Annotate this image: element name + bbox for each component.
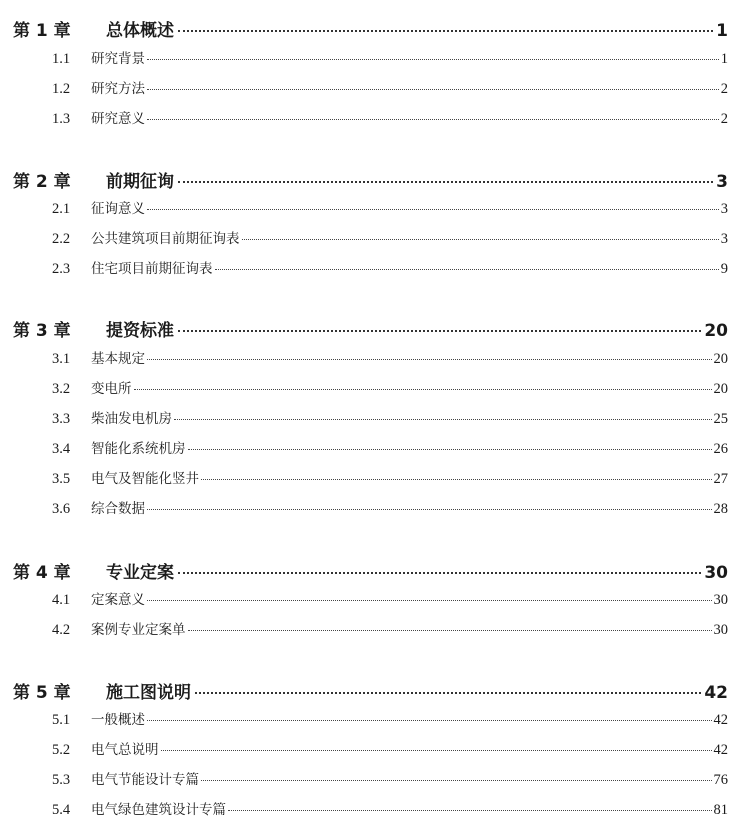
section-page-number: 2: [720, 111, 728, 127]
section-number: 3.1: [52, 351, 71, 367]
section-entry[interactable]: [0, 588, 750, 608]
section-title: 征询意义: [91, 201, 145, 217]
dot-leader: [147, 720, 712, 721]
dot-leader: [242, 239, 719, 240]
dot-leader: [174, 419, 712, 420]
dot-leader: [215, 269, 719, 270]
section-number: 4.2: [52, 622, 71, 638]
section-number: 5.2: [52, 742, 71, 758]
dot-leader: [195, 692, 701, 694]
section-number: 3.5: [52, 471, 71, 487]
section-page-number: 30: [713, 622, 728, 638]
section-title: 电气绿色建筑设计专篇: [91, 802, 226, 818]
dot-leader: [161, 750, 712, 751]
dot-leader: [201, 780, 712, 781]
chapter-number: 第 5 章: [13, 683, 71, 703]
section-entry[interactable]: [0, 407, 750, 427]
section-entry[interactable]: [0, 197, 750, 217]
section-title: 定案意义: [91, 592, 145, 608]
dot-leader: [147, 59, 719, 60]
dot-leader: [147, 600, 712, 601]
section-entry[interactable]: [0, 377, 750, 397]
section-title: 住宅项目前期征询表: [91, 261, 213, 277]
dot-leader: [147, 89, 719, 90]
section-entry[interactable]: [0, 768, 750, 788]
section-title: 一般概述: [91, 712, 145, 728]
chapter-title: 专业定案: [106, 563, 174, 583]
section-page-number: 30: [713, 592, 728, 608]
dot-leader: [178, 330, 701, 332]
section-entry[interactable]: [0, 257, 750, 277]
section-entry[interactable]: [0, 47, 750, 67]
section-entry[interactable]: [0, 497, 750, 517]
section-title: 研究意义: [91, 111, 145, 127]
dot-leader: [201, 479, 712, 480]
section-page-number: 3: [720, 201, 728, 217]
chapter-title: 施工图说明: [106, 683, 191, 703]
section-number: 2.3: [52, 261, 71, 277]
section-page-number: 81: [713, 802, 728, 818]
section-entry[interactable]: [0, 437, 750, 457]
section-entry[interactable]: [0, 798, 750, 818]
section-page-number: 76: [713, 772, 728, 788]
section-page-number: 20: [713, 351, 728, 367]
chapter-title: 总体概述: [106, 21, 174, 41]
chapter-title: 提资标准: [106, 321, 174, 341]
dot-leader: [228, 810, 712, 811]
section-number: 1.3: [52, 111, 71, 127]
section-page-number: 27: [713, 471, 728, 487]
chapter-number: 第 1 章: [13, 21, 71, 41]
section-entry[interactable]: [0, 618, 750, 638]
dot-leader: [147, 209, 719, 210]
section-number: 2.2: [52, 231, 71, 247]
section-title: 变电所: [91, 381, 132, 397]
section-number: 1.1: [52, 51, 71, 67]
chapter-entry[interactable]: [0, 316, 750, 340]
section-number: 5.1: [52, 712, 71, 728]
section-page-number: 42: [713, 712, 728, 728]
section-entry[interactable]: [0, 347, 750, 367]
chapter-number: 第 4 章: [13, 563, 71, 583]
chapter-page-number: 20: [704, 321, 728, 341]
section-entry[interactable]: [0, 708, 750, 728]
section-number: 3.6: [52, 501, 71, 517]
section-number: 2.1: [52, 201, 71, 217]
chapter-page-number: 3: [716, 172, 728, 192]
section-title: 电气总说明: [91, 742, 159, 758]
section-number: 3.4: [52, 441, 71, 457]
chapter-page-number: 42: [704, 683, 728, 703]
section-page-number: 28: [713, 501, 728, 517]
chapter-number: 第 2 章: [13, 172, 71, 192]
section-title: 研究背景: [91, 51, 145, 67]
section-entry[interactable]: [0, 467, 750, 487]
section-title: 电气节能设计专篇: [91, 772, 199, 788]
section-title: 研究方法: [91, 81, 145, 97]
section-title: 公共建筑项目前期征询表: [91, 231, 240, 247]
chapter-number: 第 3 章: [13, 321, 71, 341]
section-title: 智能化系统机房: [91, 441, 186, 457]
dot-leader: [188, 449, 712, 450]
chapter-page-number: 30: [704, 563, 728, 583]
section-number: 5.3: [52, 772, 71, 788]
section-entry[interactable]: [0, 738, 750, 758]
section-title: 柴油发电机房: [91, 411, 172, 427]
chapter-entry[interactable]: [0, 167, 750, 191]
dot-leader: [147, 509, 712, 510]
section-entry[interactable]: [0, 107, 750, 127]
dot-leader: [134, 389, 712, 390]
section-title: 案例专业定案单: [91, 622, 186, 638]
section-title: 电气及智能化竖井: [91, 471, 199, 487]
chapter-page-number: 1: [716, 21, 728, 41]
dot-leader: [147, 119, 719, 120]
chapter-title: 前期征询: [106, 172, 174, 192]
section-title: 综合数据: [91, 501, 145, 517]
section-number: 1.2: [52, 81, 71, 97]
section-number: 4.1: [52, 592, 71, 608]
section-page-number: 42: [713, 742, 728, 758]
section-entry[interactable]: [0, 77, 750, 97]
dot-leader: [147, 359, 712, 360]
section-page-number: 1: [720, 51, 728, 67]
section-page-number: 2: [720, 81, 728, 97]
chapter-entry[interactable]: [0, 558, 750, 582]
section-page-number: 26: [713, 441, 728, 457]
section-title: 基本规定: [91, 351, 145, 367]
section-number: 3.2: [52, 381, 71, 397]
section-page-number: 20: [713, 381, 728, 397]
section-entry[interactable]: [0, 227, 750, 247]
chapter-entry[interactable]: [0, 678, 750, 702]
dot-leader: [188, 630, 712, 631]
section-page-number: 3: [720, 231, 728, 247]
section-page-number: 25: [713, 411, 728, 427]
dot-leader: [178, 572, 701, 574]
dot-leader: [178, 181, 713, 183]
chapter-entry[interactable]: [0, 16, 750, 40]
section-number: 5.4: [52, 802, 71, 818]
dot-leader: [178, 30, 713, 32]
section-page-number: 9: [720, 261, 728, 277]
section-number: 3.3: [52, 411, 71, 427]
